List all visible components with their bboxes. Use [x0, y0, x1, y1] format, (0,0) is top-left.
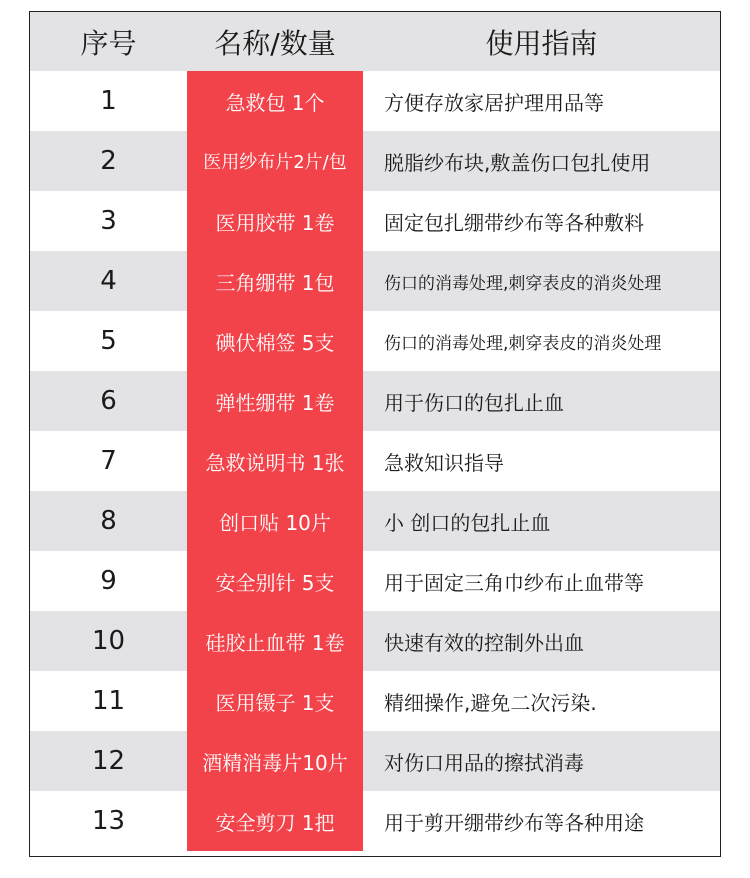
- row-no: 8: [100, 506, 117, 536]
- table-row: [30, 491, 720, 551]
- row-no: 6: [100, 386, 117, 416]
- row-name: 安全别针 5支: [187, 551, 363, 611]
- row-name: 急救包 1个: [187, 71, 363, 131]
- first-aid-kit-table: [29, 11, 721, 857]
- row-no: 3: [100, 206, 117, 236]
- row-name: 三角绷带 1包: [187, 251, 363, 311]
- row-no: 1: [100, 86, 117, 116]
- header-guide: 使用指南: [485, 26, 598, 60]
- row-no: 10: [91, 626, 126, 656]
- table-row: [30, 71, 720, 131]
- row-name: 医用胶带 1卷: [187, 191, 363, 251]
- row-guide: 脱脂纱布块,敷盖伤口包扎使用: [384, 150, 651, 175]
- row-name: 急救说明书 1张: [187, 431, 363, 491]
- row-name: 硅胶止血带 1卷: [187, 611, 363, 671]
- row-guide: 伤口的消毒处理,刺穿表皮的消炎处理: [384, 273, 662, 294]
- row-guide: 对伤口用品的擦拭消毒: [384, 750, 584, 775]
- row-no: 12: [91, 746, 126, 776]
- table-row: [30, 371, 720, 431]
- row-guide: 伤口的消毒处理,刺穿表皮的消炎处理: [384, 333, 662, 354]
- row-name: 医用镊子 1支: [187, 671, 363, 731]
- row-guide: 方便存放家居护理用品等: [384, 90, 604, 115]
- row-name: 安全剪刀 1把: [187, 791, 363, 851]
- table-row: [30, 551, 720, 611]
- row-name: 酒精消毒片10片: [187, 731, 363, 791]
- table-row: [30, 671, 720, 731]
- table-row: [30, 311, 720, 371]
- table-row: [30, 791, 720, 851]
- table-row: [30, 251, 720, 311]
- row-guide: 用于伤口的包扎止血: [384, 390, 564, 415]
- row-guide: 小 创口的包扎止血: [384, 510, 551, 535]
- row-no: 11: [91, 686, 126, 716]
- header-name: 名称/数量: [214, 26, 336, 60]
- row-no: 2: [100, 146, 117, 176]
- row-guide: 用于剪开绷带纱布等各种用途: [384, 810, 644, 835]
- table-row: [30, 431, 720, 491]
- row-guide: 用于固定三角巾纱布止血带等: [384, 570, 644, 595]
- row-no: 7: [100, 446, 117, 476]
- table-header: [30, 12, 720, 71]
- row-guide: 固定包扎绷带纱布等各种敷料: [384, 210, 644, 235]
- row-name: 碘伏棉签 5支: [187, 311, 363, 371]
- table-row: [30, 131, 720, 191]
- row-name: 弹性绷带 1卷: [187, 371, 363, 431]
- row-name: 创口贴 10片: [187, 491, 363, 551]
- table-grid: [30, 12, 720, 851]
- header-no: 序号: [80, 26, 137, 60]
- row-no: 5: [100, 326, 117, 356]
- row-no: 9: [100, 566, 117, 596]
- row-no: 4: [100, 266, 117, 296]
- row-guide: 急救知识指导: [384, 450, 504, 475]
- table-row: [30, 611, 720, 671]
- row-name: 医用纱布片2片/包: [187, 131, 363, 191]
- table-row: [30, 191, 720, 251]
- table-row: [30, 731, 720, 791]
- row-guide: 精细操作,避免二次污染.: [384, 690, 597, 715]
- row-guide: 快速有效的控制外出血: [384, 630, 584, 655]
- row-no: 13: [91, 806, 126, 836]
